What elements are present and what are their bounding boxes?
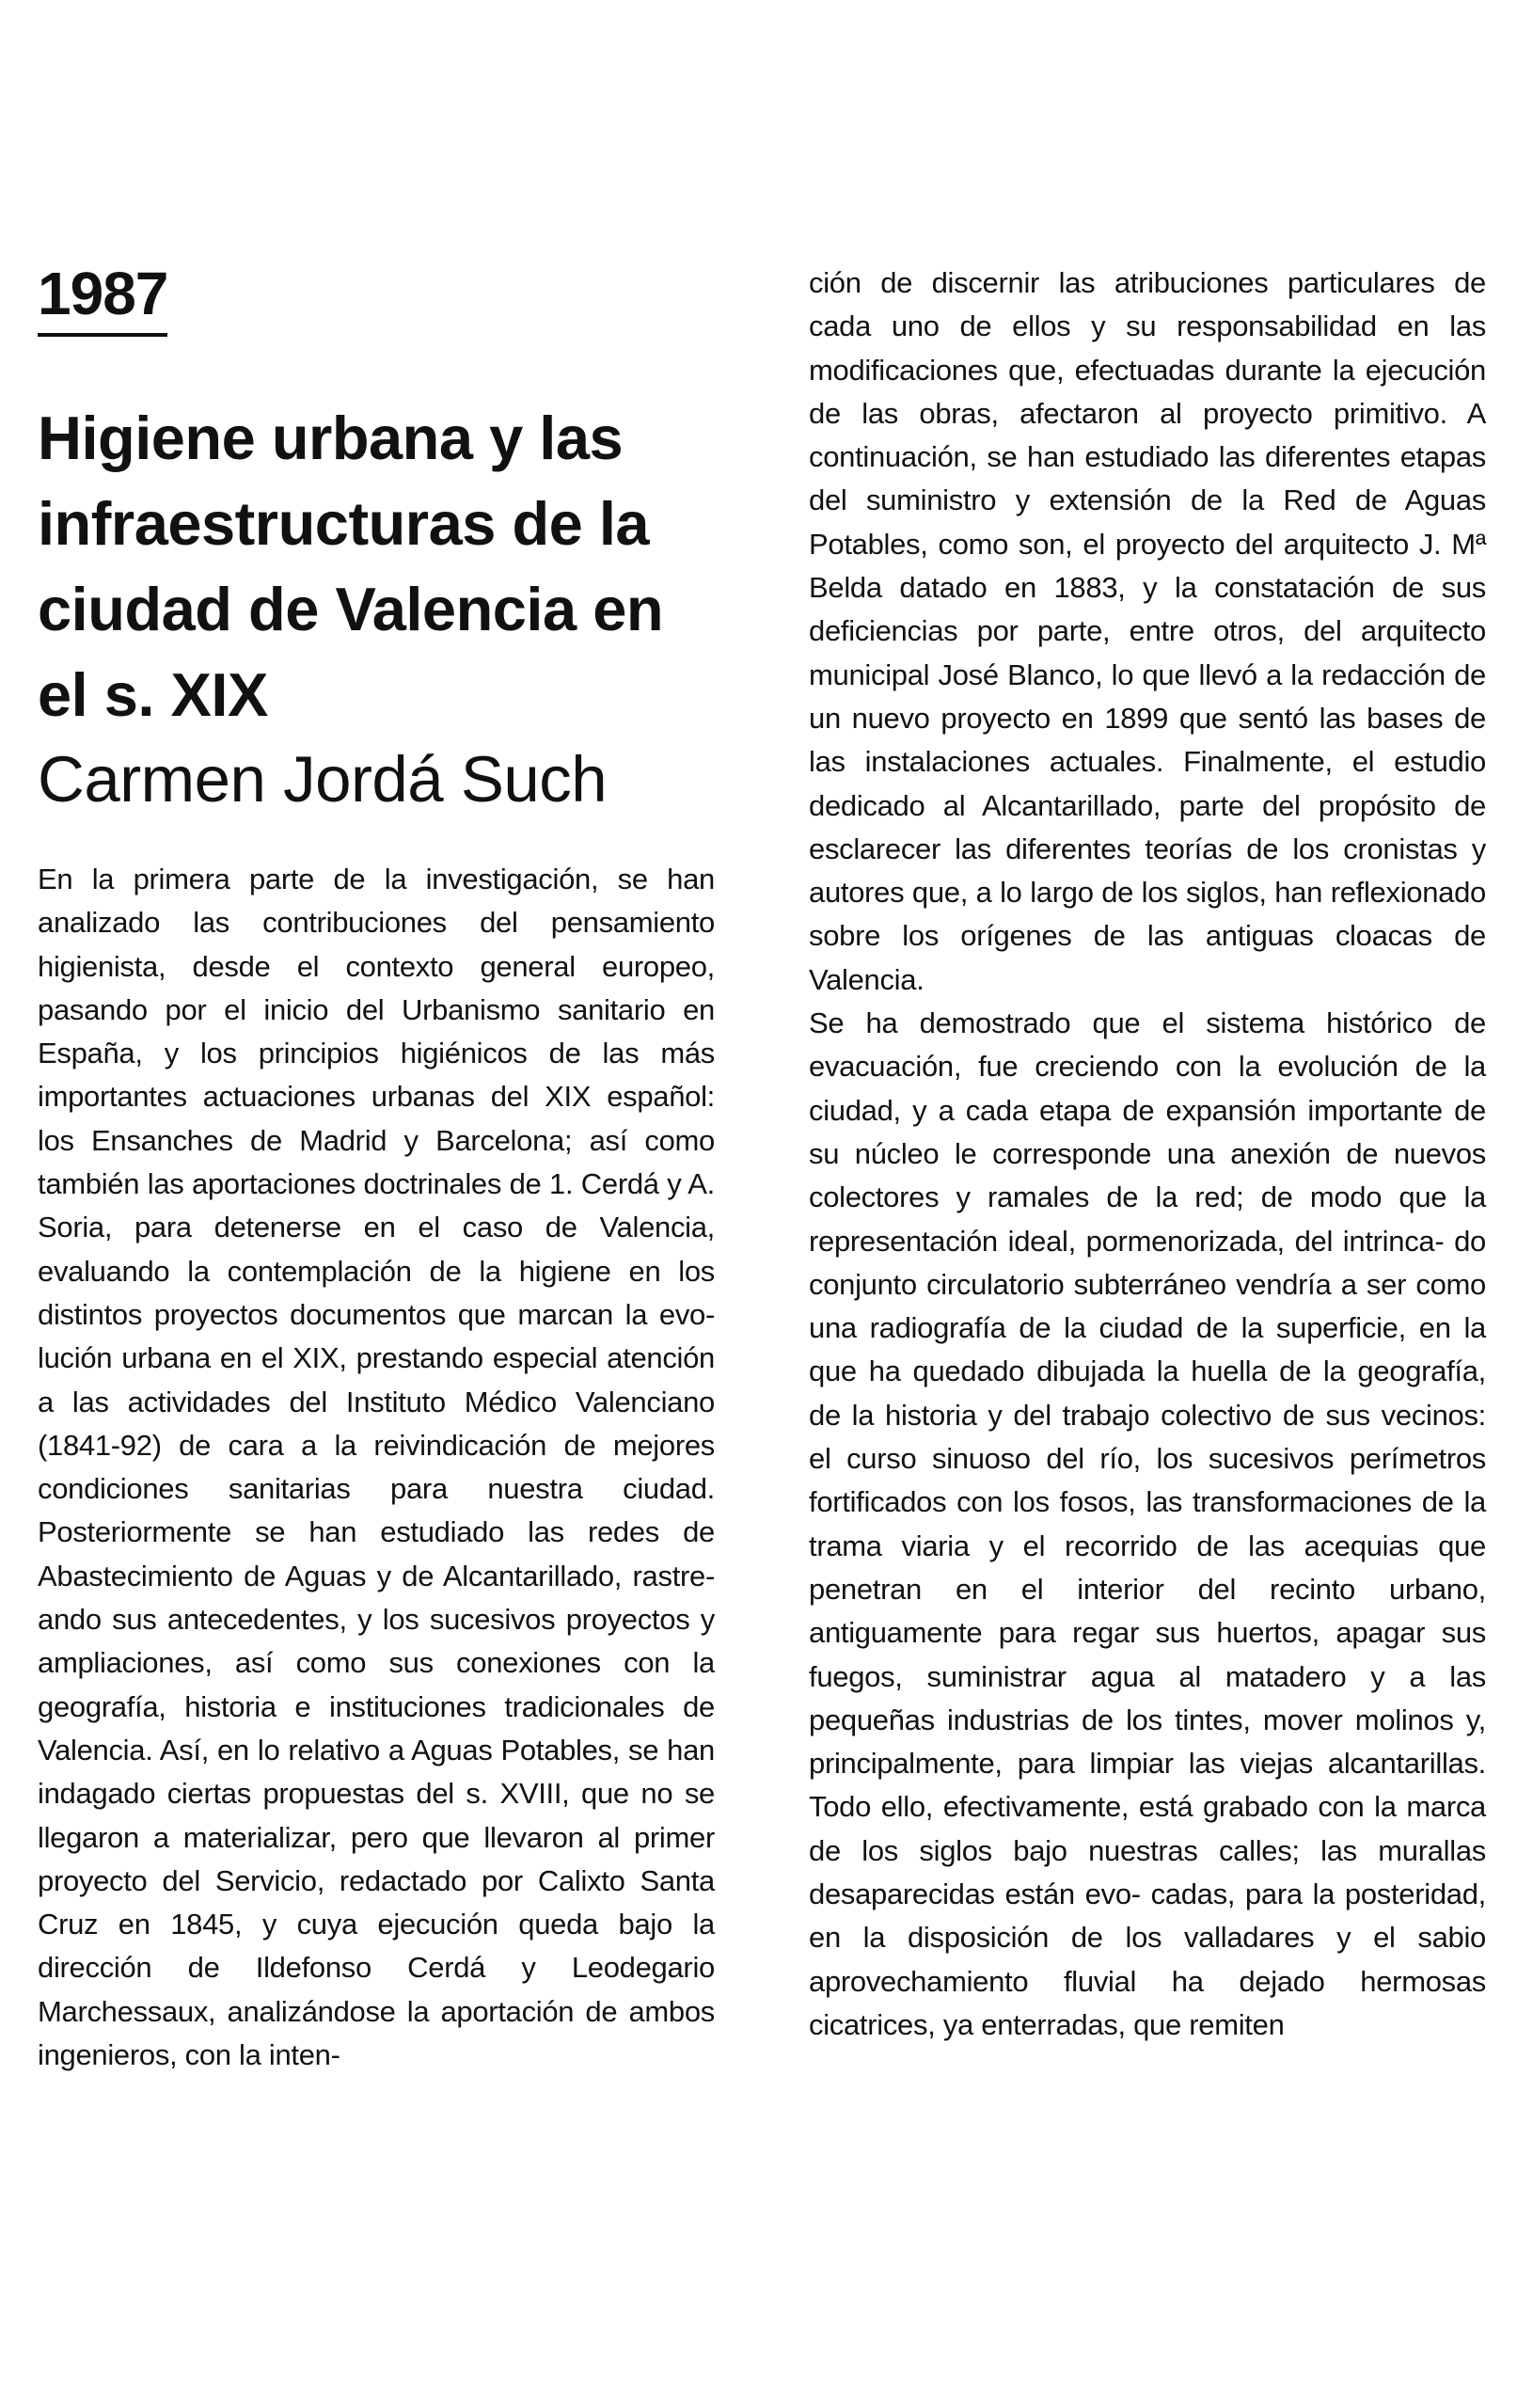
left-column xyxy=(38,260,715,2077)
article-author: Carmen Jordá Such xyxy=(38,743,608,816)
article-title: Higiene urbana y las infraestructuras de la ciudad de Valencia en el s. XIX xyxy=(38,404,664,729)
left-paragraph: En la primera parte de la investigación, se han analizado las contribuciones del pensamiento higienista, desde el contexto general europeo, pasando por el inicio del Urbanismo sanitario en España, y los principios higiénicos de las más importantes actuaciones urbanas del XIX español: los Ensanches de Madrid y Barcelona; así como también las aportaciones doctrinales de 1. Cerdá y A. Soria, para detenerse en el caso de Valencia, evaluando la contemplación de la higiene en los distintos proyectos documentos que marcan la evo- lución urbana en el XIX, prestando especial atención a las actividades del Instituto Médico Valenciano (1841-92) de cara a la reivindicación de mejores condiciones sanitarias para nuestra ciudad. Posteriormente se han estudiado las redes de Abastecimiento de Aguas y de Alcantarillado, rastre- ando sus antecedentes, y los sucesivos proyectos y ampliaciones, así como sus conexiones con la geografía, historia e instituciones tradicionales de Valencia. Así, en lo relativo a Aguas Potables, se han indagado ciertas propuestas del s. XVIII, que no se llegaron a materializar, pero que llevaron al primer proyecto del Servicio, redactado por Calixto Santa Cruz en 1845, y cuya ejecución queda bajo la dirección de Ildefonso Cerdá y Leodegario Marchessaux, analizándose la aportación de ambos ingenieros, con la inten- xyxy=(38,863,715,2072)
right-column xyxy=(809,261,1486,2047)
right-paragraph-1: ción de discernir las atribuciones particulares de cada uno de ellos y su responsabilidad en las modificaciones que, efectuadas durante la ejecución de las obras, afectaron al proyecto primitivo. A continuación, se han estudiado las diferentes etapas del suministro y extensión de la Red de Aguas Potables, como son, el proyecto del arquitecto J. Mª Belda datado en 1883, y la constatación de sus deficiencias por parte, entre otros, del arquitecto municipal José Blanco, lo que llevó a la redacción de un nuevo proyecto en 1899 que sentó las bases de las instalaciones actuales. Finalmente, el estudio dedicado al Alcantarillado, parte del propósito de esclarecer las diferentes teorías de los cronistas y autores que, a lo largo de los siglos, han reflexionado sobre los orígenes de las antiguas cloacas de Valencia. xyxy=(809,266,1486,996)
right-paragraph-2: Se ha demostrado que el sistema histórico de evacuación, fue creciendo con la evolución de la ciudad, y a cada etapa de expansión importante de su núcleo le corresponde una anexión de nuevos colectores y ramales de la red; de modo que la representación ideal, pormenorizada, del intrinca- do conjunto circulatorio subterráneo vendría a ser como una radiografía de la ciudad de la superficie, en la que ha quedado dibujada la huella de la geografía, de la historia y del trabajo colectivo de sus vecinos: el curso sinuoso del río, los sucesivos perímetros fortificados con los fosos, las transformaciones de la trama viaria y el recorrido de las acequias que penetran en el interior del recinto urbano, antiguamente para regar sus huertos, apagar sus fuegos, suministrar agua al matadero y a las pequeñas industrias de los tintes, mover molinos y, principalmente, para limpiar las viejas alcantarillas. Todo ello, efectivamente, está grabado con la marca de los siglos bajo nuestras calles; las murallas desaparecidas están evo- cadas, para la posteridad, en la disposición de los valladares y el sabio aprovechamiento fluvial ha dejado hermosas cicatrices, ya enterradas, que remiten xyxy=(809,1006,1486,2041)
year-heading: 1987 xyxy=(38,263,167,337)
